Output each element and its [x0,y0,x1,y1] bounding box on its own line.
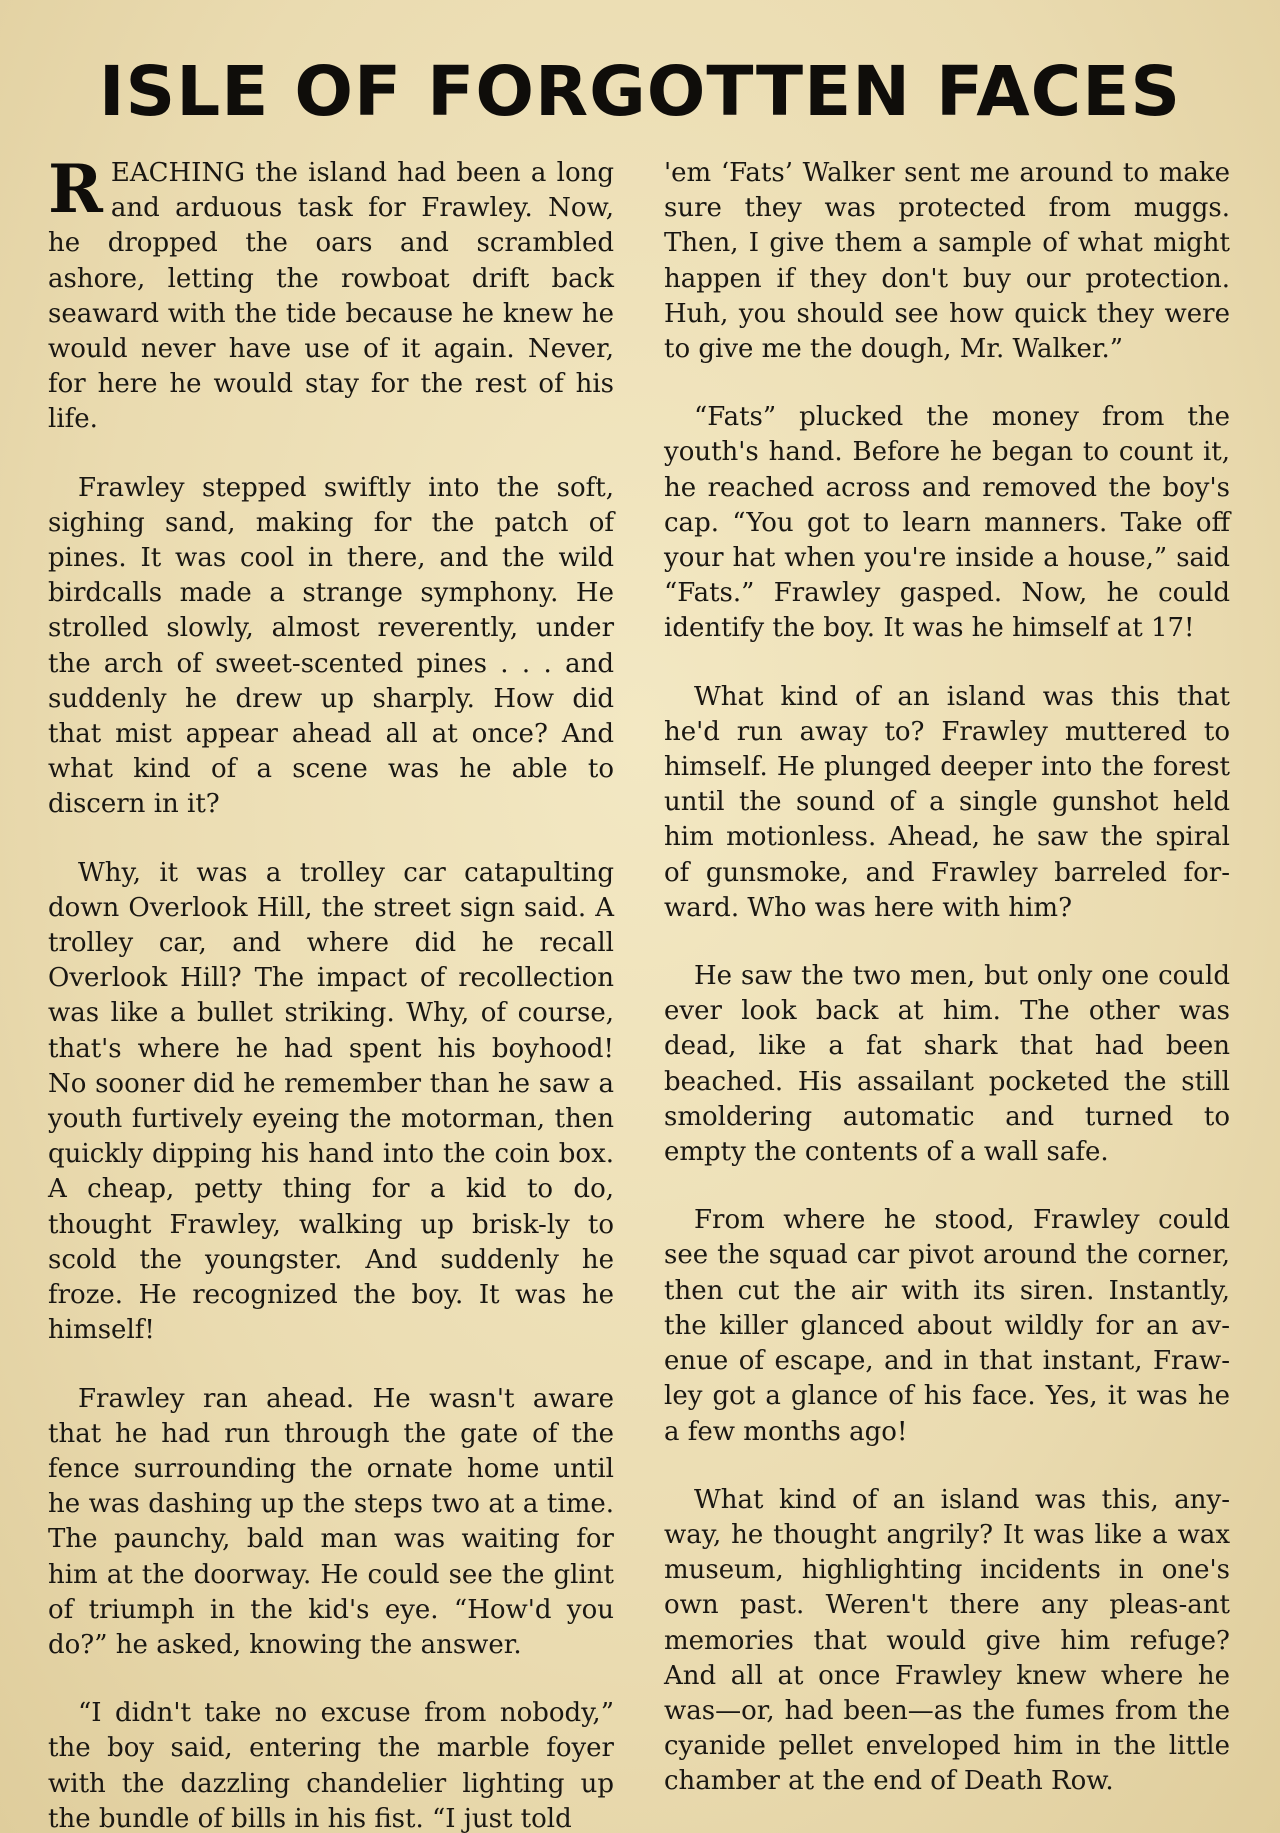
paragraph-7: “Fats” plucked the money from the youth's hand. Before he began to count it, he reached across and removed the boy's cap. “You got to learn manners. Take off your hat when you're inside a house,” said “Fats.” Frawley gasped. Now, he could identify the boy. It was he himself at 17! [664,402,1230,644]
paragraph-1 [48,150,614,438]
paragraph-1-text: EACHING the island had been a long and arduous task for Frawley. Now, he dropped the oars and scrambled ashore, letting the rowboat drift back seaward with the tide because he knew he would never have use of it again. Never, for here he would stay for the rest of his life. [48,158,614,435]
story-title: ISLE OF FORGOTTEN FACES [98,52,1182,132]
paragraph-5: “I didn't take no excuse from nobody,” the boy said, entering the marble foyer with the dazzling chandelier lighting up the bundle of bills in his fist. “I just told [48,1698,614,1833]
paragraph-6: 'em ‘Fats’ Walker sent me around to make sure they was protected from muggs. Then, I give them a sample of what might happen if they don't buy our protection. Huh, you should see how quick they were to give me the dough, Mr. Walker.” [664,158,1230,365]
paragraph-2: Frawley stepped swiftly into the soft, sighing sand, making for the patch of pines. It was cool in there, and the wild birdcalls made a strange symphony. He strolled slowly, almost reverently, under the arch of sweet-scented pines . . . and suddenly he drew up sharply. How did that mist appear ahead all at once? And what kind of a scene was he able to discern in it? [48,472,614,820]
paragraph-9: He saw the two men, but only one could ever look back at him. The other was dead, like a fat shark that had been beached. His assailant pocketed the still smoldering automatic and turned to empty the contents of a wall safe. [664,961,1230,1168]
drop-cap: R [48,150,103,228]
paragraph-11: What kind of an island was this, any-way, he thought angrily? It was like a wax museum, highlighting incidents in one's own past. Weren't there any pleas-ant memories that would give him refuge? And all at once Frawley knew where he was—or, had been—as the fumes from the cyanide pellet enveloped him in the little chamber at the end of Death Row. [664,1484,1230,1797]
paragraph-4: Frawley ran ahead. He wasn't aware that he had run through the gate of the fence surrounding the ornate home until he was dashing up the steps two at a time. The paunchy, bald man was waiting for him at the doorway. He could see the glint of triumph in the kid's eye. “How'd you do?” he asked, knowing the answer. [48,1383,614,1660]
paragraph-10: From where he stood, Frawley could see the squad car pivot around the corner, then cut the air with its siren. Instantly, the killer glanced about wildly for an av-enue of escape, and in that instant, Fraw-ley got a glance of his face. Yes, it was he a few months ago! [664,1205,1230,1447]
right-column [664,156,1230,1833]
paragraph-3: Why, it was a trolley car catapulting down Overlook Hill, the street sign said. A trolley car, and where did he recall Overlook Hill? The impact of recollection was like a bullet striking. Why, of course, that's where he had spent his boyhood! No sooner did he remember than he saw a youth furtively eyeing the motorman, then quickly dipping his hand into the coin box. A cheap, petty thing for a kid to do, thought Frawley, walking up brisk-ly to scold the youngster. And suddenly he froze. He recognized the boy. It was he himself! [48,857,614,1346]
left-column [48,150,614,1833]
paragraph-8: What kind of an island was this that he'd run away to? Frawley muttered to himself. He plunged deeper into the forest until the sound of a single gunshot held him motionless. Ahead, he saw the spiral of gunsmoke, and Frawley barreled for-ward. Who was here with him? [664,681,1230,923]
